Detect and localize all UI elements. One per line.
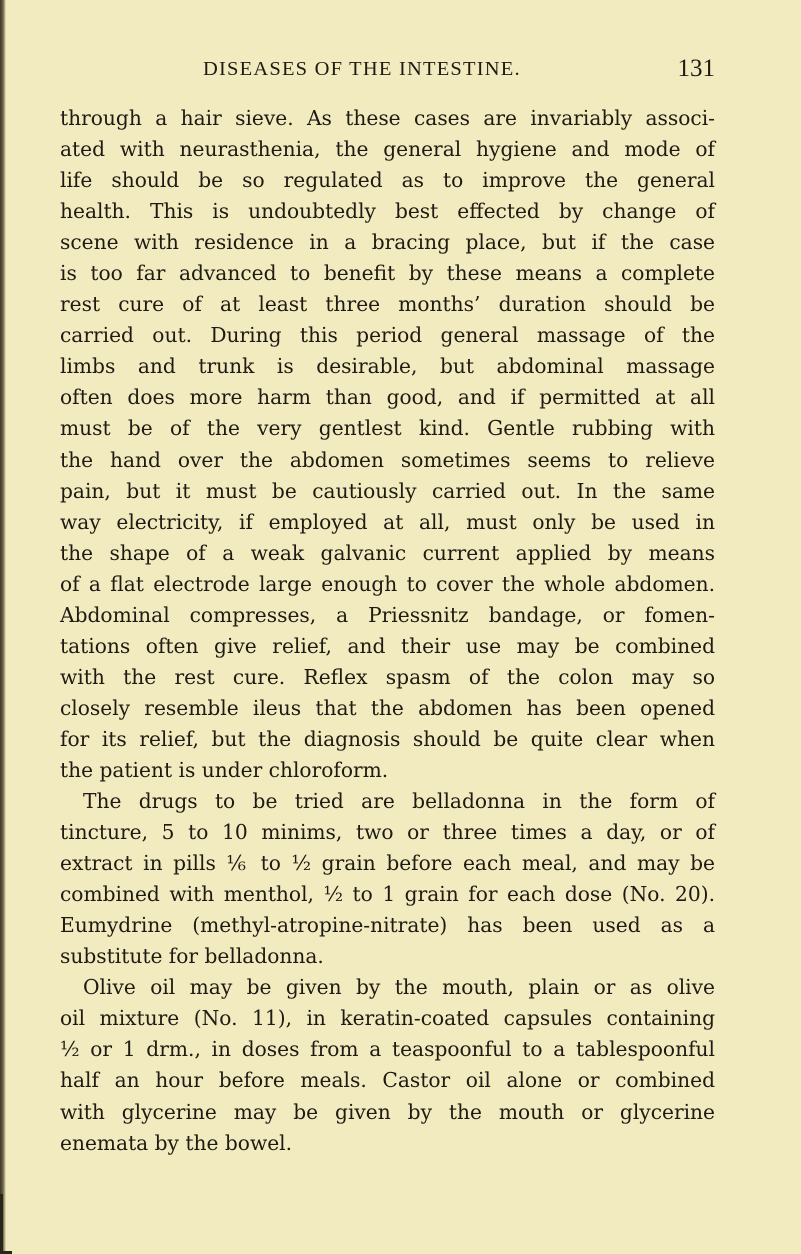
- text-line: the hand over the abdomen sometimes seems to relieve: [60, 447, 715, 472]
- text-line: Eumydrine (methyl-atropine-nitrate) has been used as a: [60, 913, 715, 938]
- text-line: combined with menthol, ½ to 1 grain for each dose (No. 20).: [60, 882, 715, 907]
- paragraph: [60, 103, 715, 786]
- text-line: substitute for belladonna.: [60, 944, 324, 969]
- text-line: closely resemble ileus that the abdomen has been opened: [60, 695, 715, 720]
- text-line: with the rest cure. Reflex spasm of the colon may so: [60, 664, 715, 689]
- text-line: of a flat electrode large enough to cover the whole abdomen.: [60, 571, 715, 596]
- text-line: must be of the very gentlest kind. Gentle rubbing with: [60, 416, 715, 441]
- text-line: scene with residence in a bracing place, but if the case: [60, 230, 715, 255]
- text-line: ated with neurasthenia, the general hygiene and mode of: [60, 137, 715, 162]
- text-line: limbs and trunk is desirable, but abdominal massage: [60, 354, 715, 379]
- text-line: half an hour before meals. Castor oil alone or combined: [60, 1068, 715, 1093]
- page-edge: [0, 0, 6, 1254]
- text-line: the patient is under chloroform.: [60, 757, 389, 782]
- text-line: ½ or 1 drm., in doses from a teaspoonful to a tablespoonful: [60, 1037, 715, 1062]
- text-line: Abdominal compresses, a Priessnitz bandage, or fomen-: [60, 602, 715, 627]
- page-number: 131: [677, 55, 715, 82]
- text-line: tations often give relief, and their use may be combined: [60, 633, 715, 658]
- paragraph: [60, 972, 715, 1158]
- text-line: the shape of a weak galvanic current applied by means: [60, 540, 715, 565]
- text-line: Olive oil may be given by the mouth, plain or as olive: [83, 975, 715, 1000]
- text-line: tincture, 5 to 10 minims, two or three times a day, or of: [60, 820, 715, 845]
- body-text: [60, 103, 715, 1159]
- text-line: life should be so regulated as to improve the general: [60, 168, 715, 193]
- text-line: carried out. During this period general massage of the: [60, 323, 715, 348]
- running-head: DISEASES OF THE INTESTINE.: [203, 58, 521, 80]
- text-line: enemata by the bowel.: [60, 1130, 293, 1155]
- text-line: oil mixture (No. 11), in keratin-coated capsules containing: [60, 1006, 715, 1031]
- binding-corner: [0, 1194, 12, 1254]
- paragraph: [60, 786, 715, 972]
- text-line: extract in pills ⅙ to ½ grain before each meal, and may be: [60, 851, 715, 876]
- text-line: is too far advanced to benefit by these means a complete: [60, 261, 715, 286]
- text-line: way electricity, if employed at all, must only be used in: [60, 509, 715, 534]
- text-line: for its relief, but the diagnosis should be quite clear when: [60, 726, 715, 751]
- text-line: pain, but it must be cautiously carried out. In the same: [60, 478, 715, 503]
- text-line: rest cure of at least three months’ duration should be: [60, 292, 715, 317]
- text-line: with glycerine may be given by the mouth or glycerine: [60, 1099, 715, 1124]
- page-header: [60, 55, 715, 90]
- text-line: health. This is undoubtedly best effected by change of: [60, 199, 715, 224]
- text-line: The drugs to be tried are belladonna in the form of: [83, 789, 715, 814]
- text-line: often does more harm than good, and if permitted at all: [60, 385, 715, 410]
- text-line: through a hair sieve. As these cases are invariably associ-: [60, 106, 715, 130]
